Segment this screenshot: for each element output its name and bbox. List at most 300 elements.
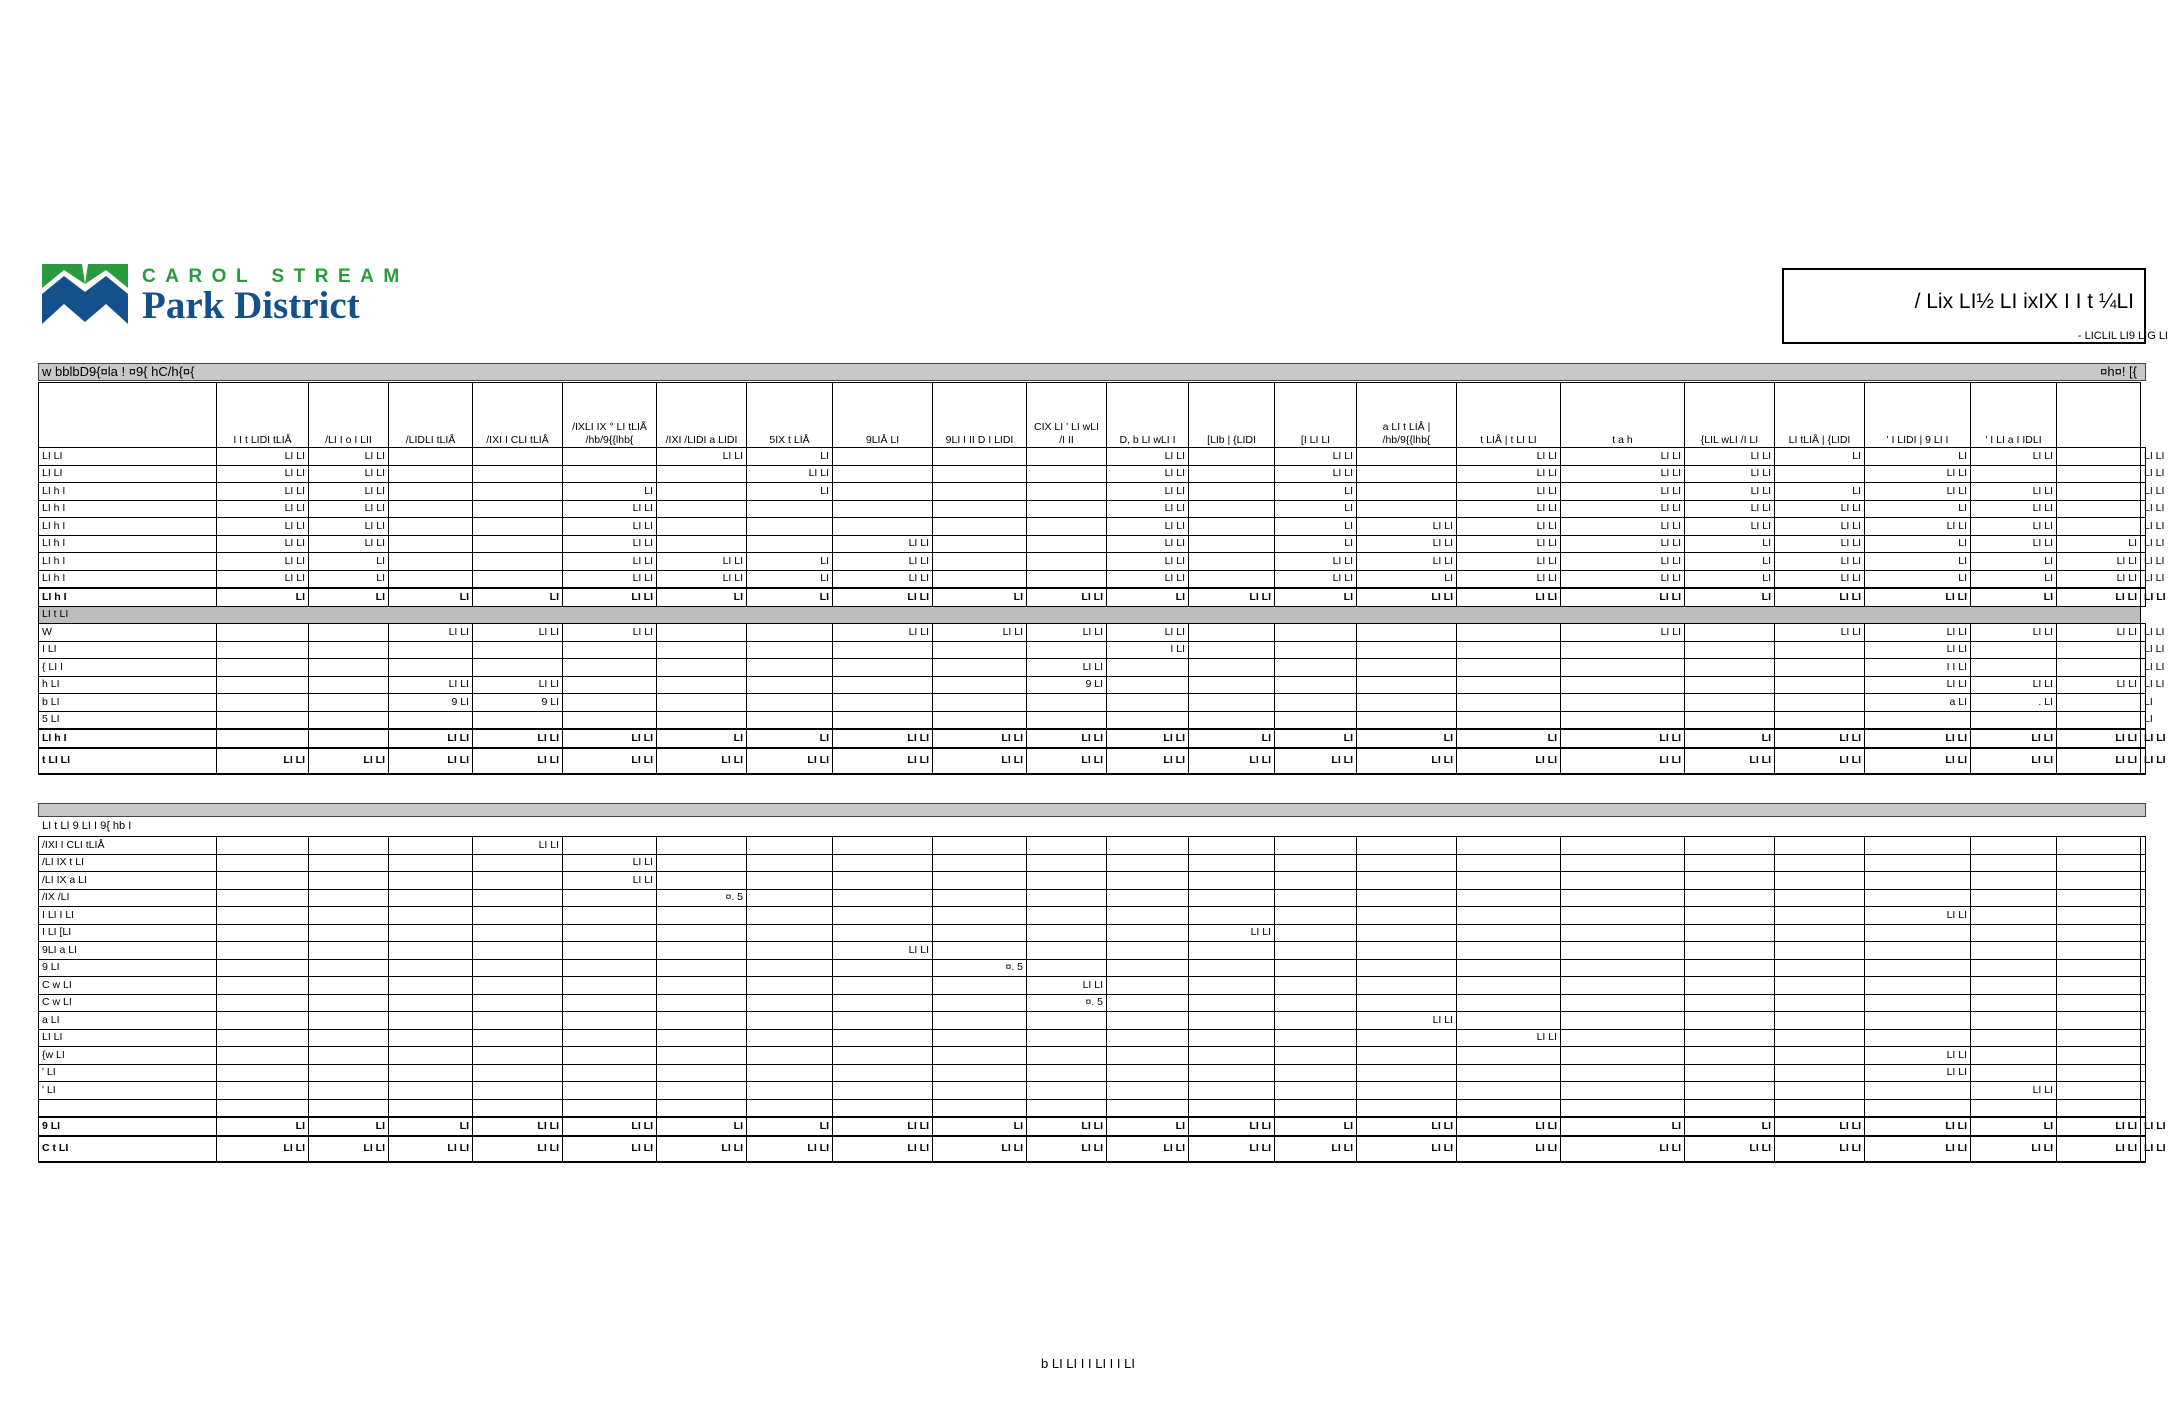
table-cell xyxy=(473,1099,563,1117)
table-cell xyxy=(389,959,473,977)
table-cell xyxy=(1457,1099,1561,1117)
table-cell xyxy=(657,535,747,553)
table-cell: LI LI xyxy=(1865,1047,1971,1065)
table-cell: LI xyxy=(1971,553,2057,571)
table-cell xyxy=(657,694,747,712)
table-cell xyxy=(747,676,833,694)
table-cell xyxy=(657,711,747,729)
table-cell xyxy=(1107,1012,1189,1030)
table-cell: LI xyxy=(1775,483,1865,501)
table-cell xyxy=(833,676,933,694)
table-row xyxy=(39,959,2146,977)
table-cell: LI LI xyxy=(1275,748,1357,774)
table-row xyxy=(39,924,2146,942)
table-cell xyxy=(1457,872,1561,890)
table-cell xyxy=(1457,924,1561,942)
table-cell: LI LI xyxy=(833,748,933,774)
column-header: 9LI I II D I LIDI xyxy=(933,383,1027,448)
table-cell: LI LI xyxy=(217,748,309,774)
table-cell: LI xyxy=(2141,711,2146,729)
table-cell xyxy=(1189,854,1275,872)
table-cell: LI xyxy=(1457,729,1561,748)
table-cell: LI xyxy=(1865,553,1971,571)
table-cell xyxy=(1189,659,1275,677)
table-cell xyxy=(1561,907,1685,925)
table-cell: LI LI xyxy=(2141,465,2146,483)
table-cell: LI xyxy=(747,570,833,588)
table-cell xyxy=(933,694,1027,712)
table-cell xyxy=(657,1047,747,1065)
table-cell: LI LI xyxy=(389,624,473,642)
table-cell: LI LI xyxy=(1275,465,1357,483)
table-cell xyxy=(473,924,563,942)
table-cell xyxy=(1775,711,1865,729)
table-cell: LI LI xyxy=(1561,570,1685,588)
table-cell xyxy=(933,1047,1027,1065)
table-cell xyxy=(933,1029,1027,1047)
table-cell xyxy=(1775,641,1865,659)
table-cell: LI LI xyxy=(1971,535,2057,553)
row-label: C w LI xyxy=(39,994,217,1012)
table-cell xyxy=(217,889,309,907)
table-cell xyxy=(389,465,473,483)
table-cell: LI LI xyxy=(747,1136,833,1162)
table-cell: LI LI xyxy=(1107,518,1189,536)
table-cell xyxy=(747,624,833,642)
table-row xyxy=(39,977,2146,995)
table-cell: LI LI xyxy=(1357,553,1457,571)
table-cell xyxy=(1457,711,1561,729)
table-cell xyxy=(833,483,933,501)
table-cell xyxy=(657,465,747,483)
table-cell: LI xyxy=(1685,535,1775,553)
table-cell: LI LI xyxy=(1275,448,1357,466)
table-cell xyxy=(747,907,833,925)
table-cell xyxy=(1027,907,1107,925)
table-cell xyxy=(657,1029,747,1047)
table-cell xyxy=(1457,959,1561,977)
table-cell xyxy=(747,711,833,729)
table-cell xyxy=(1357,694,1457,712)
table-cell xyxy=(1275,907,1357,925)
table-cell xyxy=(1107,924,1189,942)
table-cell xyxy=(1189,837,1275,855)
column-header: t LIÅ | t LI LI xyxy=(1457,383,1561,448)
table-cell xyxy=(2141,1029,2146,1047)
table-cell xyxy=(1775,1029,1865,1047)
table-cell xyxy=(1275,837,1357,855)
report-subtitle: - LICLIL LI9 LIG LI xyxy=(2077,330,2168,342)
table-cell xyxy=(1357,959,1457,977)
table-cell: LI LI xyxy=(933,624,1027,642)
table-cell xyxy=(1775,872,1865,890)
table-cell: LI xyxy=(1865,448,1971,466)
table-cell xyxy=(1275,924,1357,942)
table-cell xyxy=(1027,641,1107,659)
table-cell xyxy=(1561,1012,1685,1030)
table-cell: LI LI xyxy=(1107,748,1189,774)
table-cell xyxy=(657,1099,747,1117)
table-row xyxy=(39,483,2146,501)
table-cell xyxy=(933,676,1027,694)
table-cell xyxy=(217,959,309,977)
table-cell: LI xyxy=(657,588,747,606)
table-cell: LI LI xyxy=(1865,641,1971,659)
table-row xyxy=(39,1029,2146,1047)
table-cell xyxy=(1189,676,1275,694)
table-cell: LI LI xyxy=(2057,570,2141,588)
table-cell xyxy=(933,1064,1027,1082)
table-cell xyxy=(1027,694,1107,712)
table-cell xyxy=(309,942,389,960)
table-cell: LI LI xyxy=(1865,465,1971,483)
main-data-table xyxy=(38,382,2166,775)
table-cell: LI LI xyxy=(833,624,933,642)
table-cell xyxy=(217,854,309,872)
table-cell xyxy=(1027,889,1107,907)
table-cell xyxy=(563,694,657,712)
table-cell: LI LI xyxy=(563,854,657,872)
table-cell: LI xyxy=(217,588,309,606)
table-cell xyxy=(1971,907,2057,925)
table-cell xyxy=(1971,465,2057,483)
table-cell xyxy=(1189,1064,1275,1082)
table-cell: ¤. 5 xyxy=(1027,994,1107,1012)
table-cell xyxy=(833,977,933,995)
table-cell xyxy=(833,1064,933,1082)
table-cell xyxy=(1107,1047,1189,1065)
table-cell xyxy=(1107,977,1189,995)
table-cell: LI LI xyxy=(563,518,657,536)
table-cell xyxy=(309,959,389,977)
table-cell xyxy=(1971,959,2057,977)
table-cell xyxy=(563,1099,657,1117)
table-cell xyxy=(473,942,563,960)
table-cell xyxy=(563,1047,657,1065)
table-cell xyxy=(309,1047,389,1065)
row-label: LI h I xyxy=(39,729,217,748)
table-cell xyxy=(563,977,657,995)
table-cell: LI LI xyxy=(563,553,657,571)
table-cell: LI LI xyxy=(1865,588,1971,606)
column-header: D, b LI wLI I xyxy=(1107,383,1189,448)
table-cell xyxy=(1107,889,1189,907)
table-cell: LI xyxy=(217,1117,309,1136)
table-row xyxy=(39,907,2146,925)
table-cell xyxy=(1275,1064,1357,1082)
table-cell: LI LI xyxy=(833,729,933,748)
table-cell xyxy=(2057,924,2141,942)
table-cell xyxy=(389,1082,473,1100)
table-cell xyxy=(563,448,657,466)
table-cell: LI LI xyxy=(1027,1136,1107,1162)
table-cell xyxy=(833,872,933,890)
table-cell: LI LI xyxy=(1275,553,1357,571)
column-header: /LIDLI tLIÅ xyxy=(389,383,473,448)
table-row xyxy=(39,659,2146,677)
table-cell: LI LI xyxy=(2057,1117,2141,1136)
table-cell: LI LI xyxy=(563,1136,657,1162)
column-header xyxy=(39,383,217,448)
table-cell: LI LI xyxy=(1457,553,1561,571)
table-row xyxy=(39,729,2146,748)
table-cell: LI LI xyxy=(1971,518,2057,536)
table-cell xyxy=(2141,1012,2146,1030)
table-cell xyxy=(1027,553,1107,571)
table-cell: LI xyxy=(747,588,833,606)
column-header: /IXI I CLI tLIÅ xyxy=(473,383,563,448)
table-cell xyxy=(2057,518,2141,536)
row-label: b LI xyxy=(39,694,217,712)
table-cell xyxy=(1275,994,1357,1012)
table-cell xyxy=(389,448,473,466)
row-label: LI h I xyxy=(39,588,217,606)
table-cell xyxy=(1775,907,1865,925)
table-cell xyxy=(833,907,933,925)
table-cell: LI xyxy=(563,483,657,501)
table-cell xyxy=(309,1064,389,1082)
row-label: 9LI a LI xyxy=(39,942,217,960)
table-cell: LI xyxy=(1685,588,1775,606)
table-cell xyxy=(1275,624,1357,642)
table-cell xyxy=(933,1099,1027,1117)
table-cell xyxy=(2141,1064,2146,1082)
table-cell xyxy=(1357,1064,1457,1082)
table-cell xyxy=(217,624,309,642)
table-cell xyxy=(389,483,473,501)
table-cell xyxy=(1775,942,1865,960)
table-cell xyxy=(1107,1064,1189,1082)
row-label: 9 LI xyxy=(39,959,217,977)
table-cell: LI LI xyxy=(309,483,389,501)
table-cell: LI LI xyxy=(1865,624,1971,642)
table-cell: LI LI xyxy=(563,1117,657,1136)
column-header: CIX LI ' LI wLI /I II xyxy=(1027,383,1107,448)
table-cell xyxy=(1457,977,1561,995)
table-cell xyxy=(1107,854,1189,872)
table-cell: LI LI xyxy=(2141,729,2146,748)
table-cell xyxy=(1685,1012,1775,1030)
table-cell xyxy=(1027,483,1107,501)
table-row xyxy=(39,535,2146,553)
table-cell xyxy=(1107,694,1189,712)
table-cell xyxy=(1685,624,1775,642)
table-cell xyxy=(1685,854,1775,872)
table-cell xyxy=(1561,641,1685,659)
table-cell xyxy=(389,1064,473,1082)
table-cell xyxy=(1027,1064,1107,1082)
table-cell xyxy=(1457,1047,1561,1065)
table-cell: LI LI xyxy=(1457,448,1561,466)
table-cell: LI LI xyxy=(1971,1082,2057,1100)
table-cell xyxy=(1775,994,1865,1012)
table-cell xyxy=(389,535,473,553)
table-cell xyxy=(1189,535,1275,553)
table-cell xyxy=(1357,924,1457,942)
table-cell xyxy=(1685,942,1775,960)
table-cell xyxy=(933,889,1027,907)
page-footer: b LI LI I I LI I I LI xyxy=(1041,1356,1135,1371)
table-cell xyxy=(1971,889,2057,907)
table-cell xyxy=(473,518,563,536)
table-cell xyxy=(1357,977,1457,995)
row-label: 5 LI xyxy=(39,711,217,729)
table-cell: LI xyxy=(933,588,1027,606)
table-cell xyxy=(2057,465,2141,483)
table-cell xyxy=(309,624,389,642)
table-cell xyxy=(1189,1099,1275,1117)
table-cell xyxy=(1971,942,2057,960)
table-cell: LI LI xyxy=(933,748,1027,774)
table-cell: LI LI xyxy=(1685,465,1775,483)
table-cell xyxy=(309,1012,389,1030)
table-cell xyxy=(1189,1012,1275,1030)
table-cell xyxy=(1685,907,1775,925)
table-cell xyxy=(1971,994,2057,1012)
table-cell xyxy=(933,907,1027,925)
table-cell: LI LI xyxy=(1971,1136,2057,1162)
table-cell: LI LI xyxy=(309,1136,389,1162)
table-cell xyxy=(563,889,657,907)
table-cell xyxy=(1775,694,1865,712)
table-cell: LI LI xyxy=(1457,518,1561,536)
table-cell: LI LI xyxy=(217,518,309,536)
table-cell xyxy=(833,854,933,872)
row-label: /LI IX a LI xyxy=(39,872,217,890)
table-cell xyxy=(389,1099,473,1117)
table-cell xyxy=(1189,711,1275,729)
row-label: LI h I xyxy=(39,483,217,501)
table-cell xyxy=(1107,1029,1189,1047)
table-cell xyxy=(217,1099,309,1117)
table-cell: LI LI xyxy=(2141,624,2146,642)
table-cell xyxy=(1107,837,1189,855)
table-cell: LI LI xyxy=(833,1136,933,1162)
table-cell xyxy=(833,889,933,907)
table-cell xyxy=(1357,711,1457,729)
table-cell: LI LI xyxy=(2057,588,2141,606)
table-cell: LI LI xyxy=(1685,500,1775,518)
table-cell: LI LI xyxy=(1971,448,2057,466)
table-cell xyxy=(833,1082,933,1100)
table-cell xyxy=(1457,659,1561,677)
band-top-left: w bblbD9{¤la ! ¤9{ hC/h{¤{ xyxy=(42,364,195,379)
row-label: h LI xyxy=(39,676,217,694)
table-cell xyxy=(473,889,563,907)
table-cell xyxy=(1357,1099,1457,1117)
column-header: /LI I o I LII xyxy=(309,383,389,448)
row-label: LI LI xyxy=(39,465,217,483)
table-cell xyxy=(1775,1047,1865,1065)
table-cell: LI LI xyxy=(2141,518,2146,536)
table-cell: LI xyxy=(1275,518,1357,536)
table-cell xyxy=(1107,959,1189,977)
logo-bottom-text: Park District xyxy=(142,284,360,327)
table-row xyxy=(39,1099,2146,1117)
table-row xyxy=(39,994,2146,1012)
table-cell: LI LI xyxy=(563,588,657,606)
table-cell: LI LI xyxy=(1775,624,1865,642)
table-cell xyxy=(2141,942,2146,960)
table-cell xyxy=(1457,889,1561,907)
table-cell xyxy=(1189,977,1275,995)
table-cell: LI LI xyxy=(473,1136,563,1162)
table-cell: LI LI xyxy=(389,748,473,774)
table-cell xyxy=(473,711,563,729)
table-cell xyxy=(563,711,657,729)
table-cell xyxy=(1027,518,1107,536)
table-cell: LI LI xyxy=(1189,924,1275,942)
table-cell: LI xyxy=(657,729,747,748)
table-cell xyxy=(1189,624,1275,642)
section-band-top xyxy=(38,363,2146,381)
table-cell xyxy=(2057,1082,2141,1100)
table-row xyxy=(39,872,2146,890)
table-cell xyxy=(657,994,747,1012)
table-cell xyxy=(1685,837,1775,855)
table-cell: LI LI xyxy=(1357,588,1457,606)
table-cell xyxy=(1685,694,1775,712)
table-cell xyxy=(657,659,747,677)
table-cell: LI LI xyxy=(2057,676,2141,694)
table-cell xyxy=(2057,1047,2141,1065)
table-cell xyxy=(563,924,657,942)
table-cell: LI LI xyxy=(657,570,747,588)
table-cell xyxy=(1971,1064,2057,1082)
table-row xyxy=(39,711,2146,729)
table-cell: LI LI xyxy=(1357,748,1457,774)
table-cell: I I LI xyxy=(1865,659,1971,677)
table-cell xyxy=(657,500,747,518)
table-cell: LI xyxy=(1275,483,1357,501)
table-cell xyxy=(1357,641,1457,659)
table-cell xyxy=(473,570,563,588)
table-row xyxy=(39,518,2146,536)
table-cell: LI LI xyxy=(1865,748,1971,774)
row-label: C w LI xyxy=(39,977,217,995)
table-cell xyxy=(217,942,309,960)
table-cell xyxy=(1561,1064,1685,1082)
row-label: /IXI I CLI tLIÅ xyxy=(39,837,217,855)
separator-label: LI t LI xyxy=(39,606,2141,624)
table-cell xyxy=(933,641,1027,659)
table-cell xyxy=(309,977,389,995)
table-cell xyxy=(1107,942,1189,960)
table-cell xyxy=(1971,1012,2057,1030)
table-cell: LI LI xyxy=(1865,676,1971,694)
table-cell xyxy=(747,889,833,907)
table-cell xyxy=(933,942,1027,960)
table-cell xyxy=(1357,1082,1457,1100)
table-cell: LI LI xyxy=(2141,483,2146,501)
table-cell xyxy=(1357,500,1457,518)
table-cell: LI LI xyxy=(2141,588,2146,606)
table-cell xyxy=(1775,676,1865,694)
table-cell xyxy=(217,837,309,855)
table-cell xyxy=(1685,676,1775,694)
table-cell xyxy=(1865,994,1971,1012)
table-cell xyxy=(747,854,833,872)
table-cell: LI LI xyxy=(309,500,389,518)
table-cell xyxy=(1189,994,1275,1012)
table-cell: LI LI xyxy=(2057,748,2141,774)
table-cell xyxy=(1775,959,1865,977)
table-cell xyxy=(1685,1064,1775,1082)
table-cell xyxy=(389,924,473,942)
table-cell: LI LI xyxy=(1457,748,1561,774)
table-cell xyxy=(389,977,473,995)
table-cell xyxy=(217,729,309,748)
